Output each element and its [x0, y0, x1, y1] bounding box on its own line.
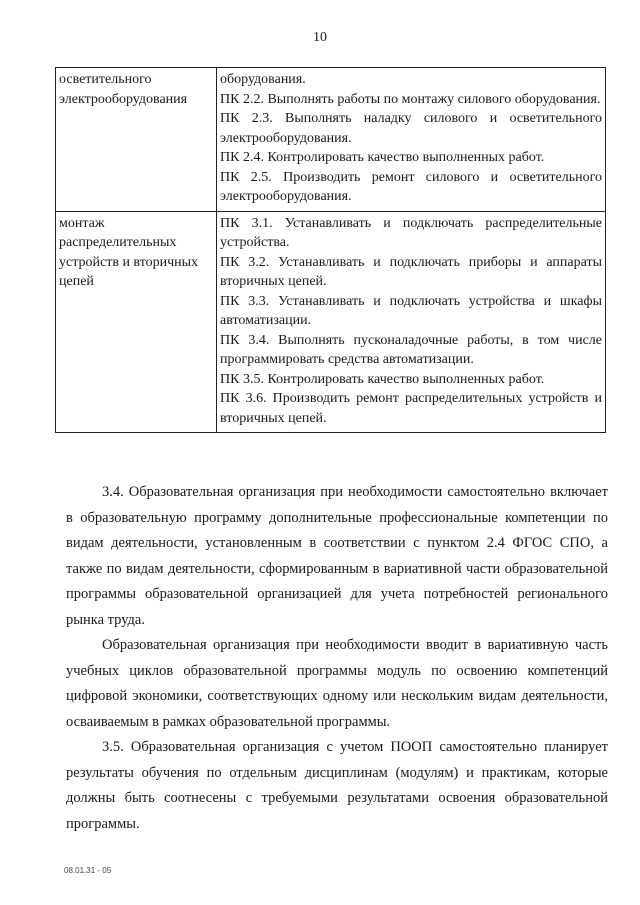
competency-item: ПК 2.2. Выполнять работы по монтажу силового оборудования.: [220, 91, 601, 107]
table-row: [56, 211, 606, 433]
table-row: [56, 68, 606, 212]
footer-document-code: 08.01.31 - 05: [64, 866, 112, 875]
competency-item: оборудования.: [220, 72, 306, 87]
competency-item: ПК 3.1. Устанавливать и подключать распределительные устройства.: [220, 215, 602, 250]
competency-item: ПК 3.3. Устанавливать и подключать устройства и шкафы автоматизации.: [220, 293, 602, 328]
competencies-cell: [217, 211, 606, 433]
competency-item: ПК 3.4. Выполнять пусконаладочные работы, в том числе программировать средства автоматизации.: [220, 332, 602, 367]
activity-cell: осветительного электрооборудования: [56, 68, 217, 212]
competencies-cell: [217, 68, 606, 212]
paragraph-3-5: 3.5. Образовательная организация с учетом ПООП самостоятельно планирует результаты обучения по отдельным дисциплинам (модулям) и практикам, которые должны быть соотнесены с требуемыми результатами освоения образовательной программы.: [66, 739, 608, 832]
page-number: 10: [313, 30, 327, 45]
paragraph-3-4: 3.4. Образовательная организация при необходимости самостоятельно включает в образовательную программу дополнительные профессиональные компетенции по видам деятельности, установленным в соответствии с пунктом 2.4 ФГОС СПО, а также по видам деятельности, сформированным в вариативной части образовательной программы образовательной организацией для учета потребностей регионального рынка труда.: [66, 484, 608, 628]
paragraph-digital-economy: Образовательная организация при необходимости вводит в вариативную часть учебных циклов образовательной программы модуль по освоению компетенций цифровой экономики, соответствующих одному или нескольким видам деятельности, осваиваемым в рамках образовательной программы.: [66, 637, 608, 730]
competency-item: ПК 3.2. Устанавливать и подключать приборы и аппараты вторичных цепей.: [220, 254, 602, 289]
competency-item: ПК 3.6. Производить ремонт распределительных устройств и вторичных цепей.: [220, 391, 602, 426]
competency-item: ПК 2.3. Выполнять наладку силового и осветительного электрооборудования.: [220, 111, 602, 146]
competency-item: ПК 3.5. Контролировать качество выполненных работ.: [220, 371, 545, 387]
competency-item: ПК 2.4. Контролировать качество выполненных работ.: [220, 150, 545, 165]
competency-table: [55, 67, 606, 433]
competency-item: ПК 2.5. Производить ремонт силового и осветительного электрооборудования.: [220, 169, 602, 204]
activity-cell: монтаж распределительных устройств и вторичных цепей: [56, 211, 217, 433]
